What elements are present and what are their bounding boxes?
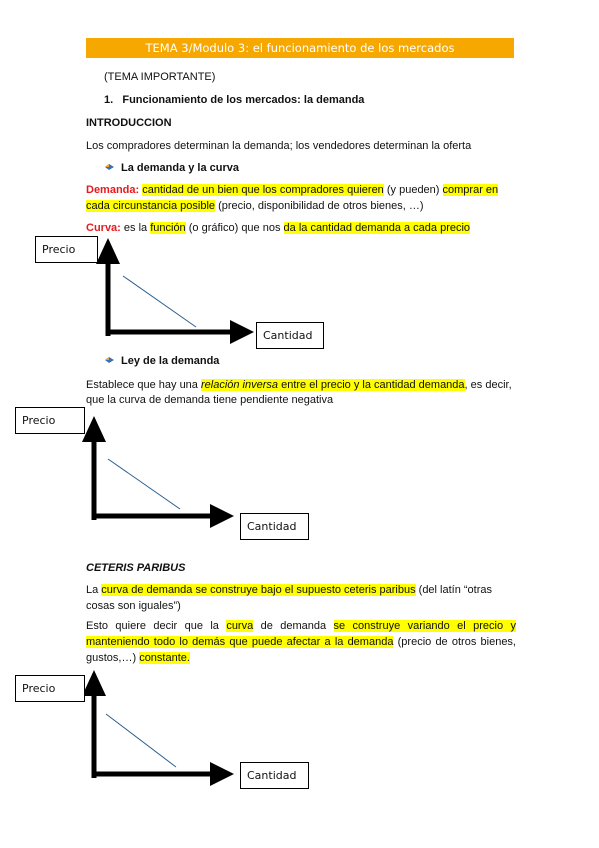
section-title xyxy=(104,92,364,108)
ceteris-paragraph-1 xyxy=(86,582,516,614)
curva-text-4: da la cantidad demanda a cada precio xyxy=(283,222,471,234)
important-note: (TEMA IMPORTANTE) xyxy=(104,71,216,83)
demanda-text-3: comprar en cada circunstancia posible xyxy=(86,184,499,212)
ley-text-2: relación inversa xyxy=(200,379,279,391)
graph1-price-label: Precio xyxy=(35,236,98,263)
bullet-demanda-curva xyxy=(104,160,239,176)
graph2-quantity-label: Cantidad xyxy=(240,513,309,540)
ceteris-p1-a: La xyxy=(86,584,102,596)
bullet-demanda-curva-label: La demanda y la curva xyxy=(121,162,239,174)
ley-text-line1 xyxy=(86,377,512,393)
ley-text-4: , es decir, xyxy=(464,379,512,391)
curva-text-1: es la xyxy=(120,222,151,234)
ceteris-p2-d: se construye variando el precio y manteniendo todo lo demás que puede afectar a la demanda xyxy=(86,620,516,648)
curva-text-2: función xyxy=(150,222,186,234)
ceteris-p2-a: Esto quiere decir que la xyxy=(86,620,227,632)
demanda-text-4: (precio, disponibilidad de otros bienes, …) xyxy=(215,200,424,212)
demanda-text-1: cantidad de un bien que los compradores quieren xyxy=(142,184,384,196)
curva-definition xyxy=(86,220,470,236)
demanda-definition xyxy=(86,182,516,214)
diamond-bullet-icon xyxy=(104,355,115,364)
demanda-term: Demanda: xyxy=(86,184,140,196)
curva-term: Curva: xyxy=(86,222,121,234)
ceteris-p2-b: curva xyxy=(226,620,254,632)
section-number: 1. xyxy=(104,94,114,106)
bullet-ley-demanda xyxy=(104,353,219,369)
intro-text: Los compradores determinan la demanda; los vendedores determinan la oferta xyxy=(86,140,472,152)
graph3-price-label: Precio xyxy=(15,675,85,702)
graph3-quantity-label: Cantidad xyxy=(240,762,309,789)
graph1-quantity-label: Cantidad xyxy=(256,322,324,349)
ceteris-p1-b: curva de demanda se construye bajo el supuesto ceteris paribus xyxy=(101,584,416,596)
section-title-text: Funcionamiento de los mercados: la demanda xyxy=(122,94,365,106)
diamond-bullet-icon xyxy=(104,162,115,171)
ceteris-heading: CETERIS PARIBUS xyxy=(86,562,186,574)
curva-text-3: (o gráfico) que nos xyxy=(185,222,284,234)
ceteris-p2-c: de demanda xyxy=(253,620,334,632)
ley-text-1: Establece que hay una xyxy=(86,379,201,391)
intro-heading: INTRODUCCION xyxy=(86,117,172,129)
ceteris-paragraph-2 xyxy=(86,618,516,666)
ceteris-p2-e: (precio de otros bienes, gustos,…) xyxy=(86,636,516,664)
bullet-ley-demanda-label: Ley de la demanda xyxy=(121,355,220,367)
ley-text-3: entre el precio y la cantidad demanda xyxy=(278,379,465,391)
document-header: TEMA 3/Modulo 3: el funcionamiento de los mercados xyxy=(86,38,514,58)
ley-text-line2: que la curva de demanda tiene pendiente negativa xyxy=(86,394,334,406)
ceteris-p1-c: (del latín “otras cosas son iguales”) xyxy=(86,584,493,612)
graph2-price-label: Precio xyxy=(15,407,85,434)
demanda-text-2: (y pueden) xyxy=(383,184,443,196)
ceteris-p2-f: constante. xyxy=(139,652,190,664)
